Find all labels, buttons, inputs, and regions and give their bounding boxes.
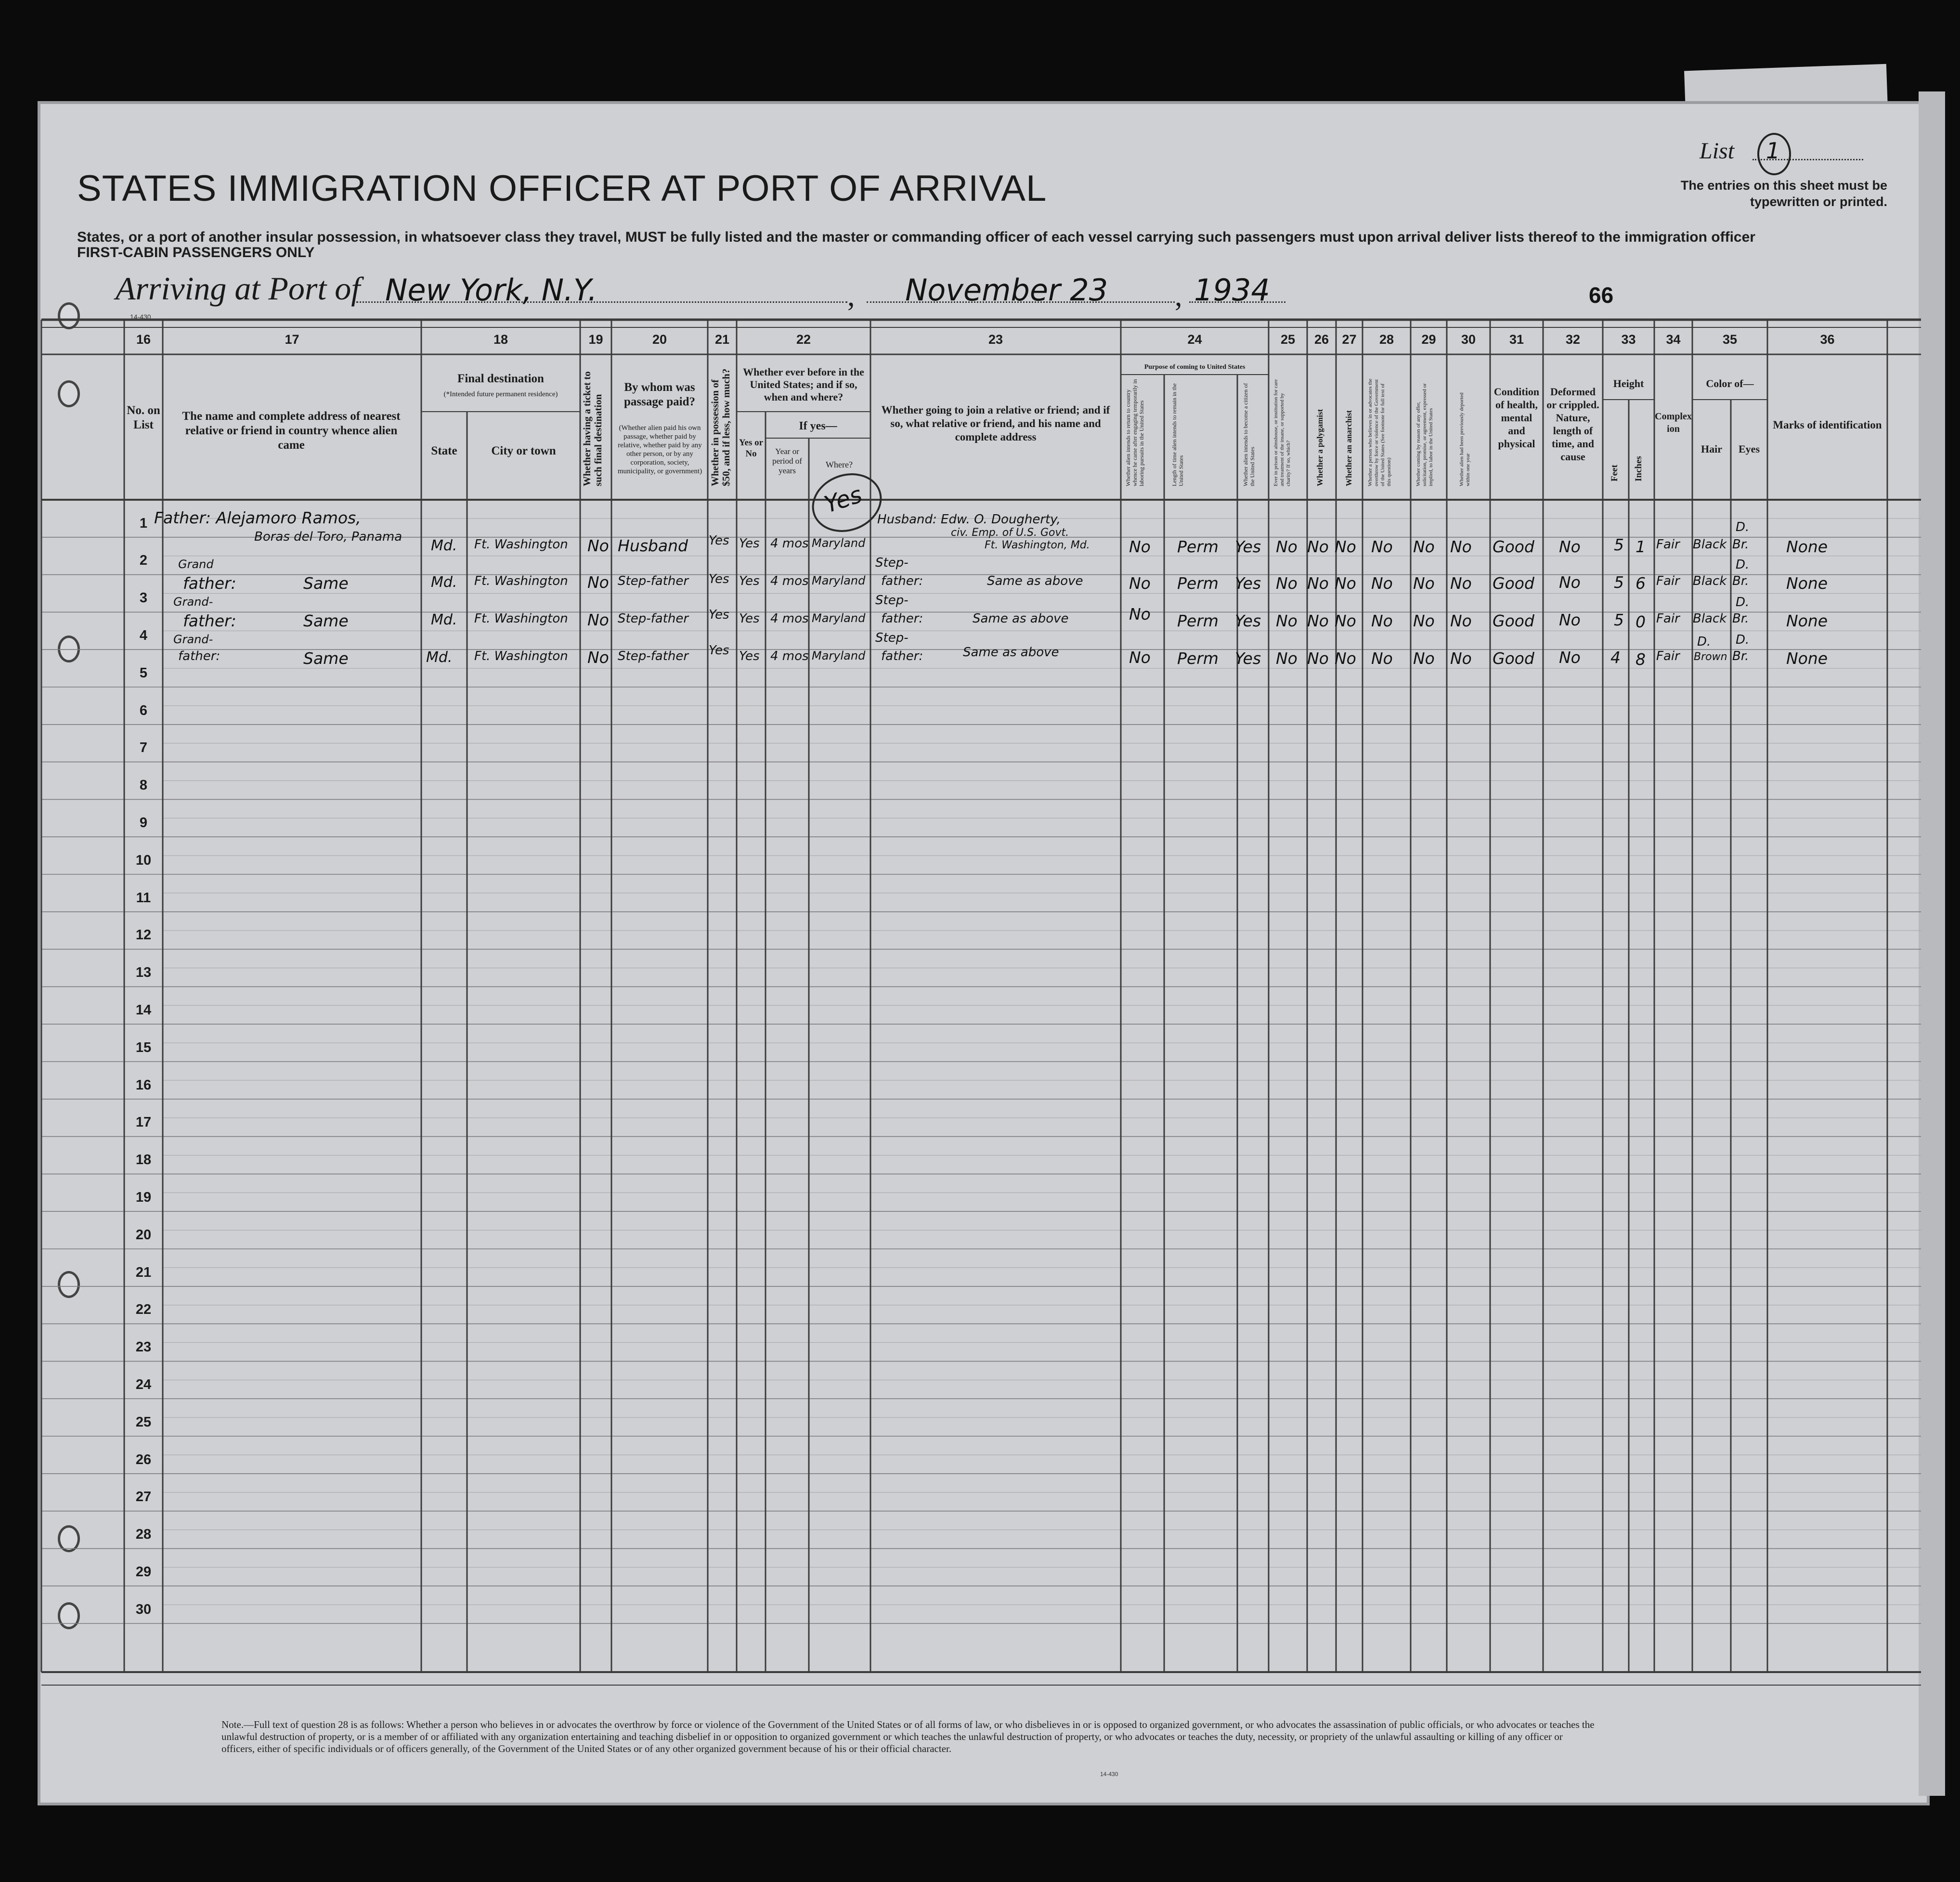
col-num-29: 29	[1421, 332, 1436, 347]
height-feet: 5	[1614, 610, 1624, 629]
answer-c27: No	[1335, 537, 1356, 556]
header-deformed: Deformed or crippled. Nature, length of time, and cause	[1546, 386, 1599, 463]
row-number: 29	[135, 1564, 152, 1580]
row-number: 12	[135, 927, 152, 943]
joining-address: Same as above	[963, 645, 1059, 660]
dest-state: Md.	[431, 611, 457, 628]
ticket: No	[587, 610, 609, 629]
header-if-yes: If yes—	[799, 420, 837, 432]
header-purpose-a: Whether alien intends to return to country whence he came after engaging temporarily in laboring pursuits in the United States	[1125, 379, 1145, 486]
instruction-line: States, or a port of another insular possession, in whatsoever class they travel, MUST be fully listed and the master or commanding officer of each vessel carrying such passengers must upon arrival deliver lists thereof to the immigration officer	[77, 229, 1755, 245]
ever-before: Yes	[739, 649, 760, 663]
relative-address: Same	[303, 611, 349, 630]
dest-city: Ft. Washington	[474, 649, 568, 663]
health: Good	[1493, 649, 1534, 668]
row-number: 10	[135, 852, 152, 868]
height-feet: 5	[1614, 573, 1624, 592]
row-number: 5	[139, 665, 148, 681]
form-code: 14-430	[130, 313, 151, 321]
col-num-21: 21	[714, 332, 730, 347]
hair-color: Brown	[1694, 651, 1727, 663]
row-number: 3	[139, 590, 148, 606]
health: Good	[1493, 611, 1534, 630]
header-where: Where?	[826, 460, 853, 469]
ticket: No	[587, 536, 609, 555]
col-num-17: 17	[285, 332, 299, 347]
row-number: 27	[135, 1489, 152, 1505]
purpose-citizen: Yes	[1235, 611, 1261, 630]
row-number: 30	[135, 1601, 152, 1617]
health: Good	[1493, 574, 1534, 593]
row-number: 16	[135, 1077, 152, 1093]
complexion: Fair	[1656, 649, 1680, 663]
purpose-return: No	[1129, 605, 1151, 623]
footnote: Note.—Full text of question 28 is as follows: Whether a person who believes in or advocates the overthrow by force or violence of the Government of the United States or of all forms of law, or who disbelieves in or is opposed to organized government, or who advocates the assassination of public officials, or who advocates or teaches the unlawful destruction of property, or is a member of or affiliated with any organization entertaining and teaching disbelief in or opposition to organized government or which teaches the unlawful destruction of property, or who advocates or teaches the duty, necessity, or propriety of the unlawful assaulting or killing of any officer or officers, either of specific individuals or of officers generally, of the Government of the United States or of any other organized government because of his or their official character.	[221, 1719, 1595, 1754]
height-feet: 5	[1614, 535, 1624, 554]
relative-address: Boras del Toro, Panama	[254, 530, 402, 544]
header-c29: Whether coming by reason of any offer, solicitation, promise, or agreement, expressed or implied, to labor in the United States	[1415, 383, 1434, 486]
hair-color-line1: D.	[1697, 635, 1711, 649]
list-number: 1	[1766, 138, 1780, 164]
deformed: No	[1559, 573, 1581, 592]
header-passage-note: (Whether alien paid his own passage, whether paid by relative, whether paid by any other person, or by any corporation, society, municipality, or government)	[617, 424, 702, 475]
joining-relative: Step-	[875, 631, 909, 645]
row-number: 6	[139, 702, 148, 718]
joining-address: Same as above	[987, 574, 1083, 588]
row-number: 20	[135, 1227, 152, 1243]
period: 4 mos	[770, 649, 809, 663]
header-inches: Inches	[1634, 456, 1644, 481]
answer-c30: No	[1450, 574, 1472, 593]
header-eyes: Eyes	[1739, 443, 1760, 455]
header-state: State	[431, 444, 457, 457]
answer-c29: No	[1413, 649, 1435, 668]
where-before: Maryland	[812, 611, 866, 625]
possession-50: Yes	[709, 533, 729, 548]
header-year-period: Year or period of years	[772, 447, 802, 475]
row-number: 28	[135, 1527, 152, 1543]
joining-relative-line2: father:	[881, 649, 923, 663]
answer-c25: No	[1276, 649, 1298, 668]
passage-paid-by: Husband	[618, 536, 688, 555]
answer-c27: No	[1335, 649, 1356, 668]
col-num-30: 30	[1461, 332, 1476, 347]
eye-color-line1: D.	[1736, 520, 1750, 534]
answer-c25: No	[1276, 537, 1298, 556]
header-no-on-list: No. on List	[127, 404, 160, 431]
form-title: STATES IMMIGRATION OFFICER AT PORT OF ARRIVAL	[77, 168, 1047, 209]
answer-c29: No	[1413, 537, 1435, 556]
col-num-33: 33	[1621, 332, 1636, 347]
answer-c26: No	[1307, 649, 1329, 668]
answer-c28: No	[1371, 649, 1393, 668]
col-num-24: 24	[1187, 332, 1202, 347]
eye-color: Br.	[1732, 574, 1749, 588]
relative-address: Same	[303, 649, 349, 668]
eye-color: Br.	[1732, 537, 1749, 552]
hair-color: Black	[1693, 611, 1727, 626]
header-ever-before: Whether ever before in the United States; and if so, when and where?	[743, 366, 864, 403]
row-number: 22	[135, 1302, 152, 1318]
eye-color-line1: D.	[1736, 595, 1750, 610]
passage-paid-by: Step-father	[618, 574, 689, 588]
purpose-return: No	[1129, 648, 1151, 667]
relative-name: Grand-	[173, 595, 213, 609]
relative-address: Same	[303, 574, 349, 593]
purpose-length: Perm	[1177, 649, 1219, 668]
header-nearest-relative: The name and complete address of nearest relative or friend in country whence alien came	[182, 410, 401, 452]
col-num-16: 16	[136, 332, 151, 347]
complexion: Fair	[1656, 574, 1680, 588]
header-ticket: Whether having a ticket to such final destination	[581, 371, 604, 486]
row-number: 23	[135, 1339, 152, 1355]
header-c28: Whether a person who believes in or advocates the overthrow by force or violence of the Government of the United States (See footnote for full text of this question)	[1367, 378, 1392, 486]
relative-name-line2: father:	[183, 611, 236, 630]
dest-state: Md.	[431, 574, 457, 591]
header-purpose: Purpose of coming to United States	[1144, 363, 1246, 371]
health: Good	[1493, 537, 1534, 556]
row-number: 2	[139, 553, 148, 569]
joining-address: Same as above	[973, 611, 1069, 626]
header-hair: Hair	[1701, 443, 1722, 455]
sheet-number: 66	[1589, 283, 1614, 308]
col-num-34: 34	[1666, 332, 1681, 347]
hair-color: Black	[1693, 574, 1727, 588]
ever-before: Yes	[739, 611, 760, 626]
answer-c26: No	[1307, 537, 1329, 556]
header-c30: Whether alien had been previously deported within one year	[1459, 392, 1471, 486]
row-number: 17	[135, 1115, 152, 1130]
header-final-destination: Final destination	[457, 372, 544, 385]
answer-c27: No	[1335, 611, 1356, 630]
row-number: 11	[136, 890, 151, 906]
answer-c25: No	[1276, 574, 1298, 593]
where-before: Maryland	[812, 649, 866, 662]
hair-color: Black	[1693, 537, 1727, 552]
header-height: Height	[1613, 377, 1644, 389]
ever-before: Yes	[739, 536, 760, 551]
comma: ,	[847, 280, 855, 312]
col-num-23: 23	[988, 332, 1003, 347]
header-yes-or-no: Yes or No	[739, 438, 764, 459]
col-num-19: 19	[588, 332, 603, 347]
relative-name-line2: father:	[178, 649, 221, 663]
header-c25: Ever in prison or almshouse, or institution for care and treatment of the insane, or supported by charity? If so, which?	[1273, 379, 1291, 486]
eye-color-line1: D.	[1736, 558, 1750, 572]
deformed: No	[1559, 537, 1581, 556]
purpose-citizen: Yes	[1235, 649, 1261, 668]
header-final-destination-note: (*Intended future permanent residence)	[443, 390, 558, 398]
height-inches: 0	[1635, 612, 1646, 631]
height-inches: 6	[1635, 574, 1646, 593]
header-possession: Whether in possession of $50, and if less, how much?	[709, 368, 732, 486]
header-health: Condition of health, mental and physical	[1493, 386, 1540, 450]
relative-name: Grand	[178, 558, 214, 571]
row-number: 13	[135, 965, 152, 981]
arriving-label: Arriving at Port of	[116, 270, 361, 307]
joining-address: Ft. Washington, Md.	[985, 539, 1090, 551]
where-before: Maryland	[812, 574, 866, 587]
joining-relative: Step-	[875, 556, 909, 570]
joining-relative: Step-	[875, 593, 909, 608]
period: 4 mos	[770, 574, 809, 588]
deformed: No	[1559, 610, 1581, 629]
period: 4 mos	[770, 611, 809, 626]
answer-c30: No	[1450, 649, 1472, 668]
col-num-18: 18	[493, 332, 508, 347]
marks: None	[1786, 537, 1828, 556]
col-num-35: 35	[1722, 332, 1738, 347]
purpose-return: No	[1129, 537, 1151, 556]
marks: None	[1786, 649, 1828, 668]
row-number: 21	[135, 1264, 152, 1280]
col-num-28: 28	[1379, 332, 1394, 347]
passage-paid-by: Step-father	[618, 611, 689, 626]
complexion: Fair	[1656, 611, 1680, 626]
arrival-port: New York, N.Y.	[385, 273, 597, 308]
purpose-return: No	[1129, 574, 1151, 593]
header-purpose-b: Length of time alien intends to remain in the United States	[1171, 383, 1184, 486]
answer-c25: No	[1276, 611, 1298, 630]
ticket: No	[587, 648, 609, 667]
eye-color: Br.	[1732, 649, 1749, 663]
row-number: 9	[139, 815, 148, 831]
header-color-of: Color of—	[1706, 377, 1754, 389]
height-inches: 1	[1635, 537, 1646, 556]
answer-c30: No	[1450, 537, 1472, 556]
eye-color-line1: D.	[1736, 633, 1750, 647]
footnote-form-code: 14-430	[1100, 1771, 1118, 1778]
entries-note: The entries on this sheet must be typewritten or printed.	[1680, 178, 1887, 209]
possession-50: Yes	[709, 572, 729, 586]
period: 4 mos	[770, 536, 809, 551]
header-city: City or town	[491, 444, 556, 457]
purpose-length: Perm	[1177, 611, 1219, 630]
where-before: Maryland	[812, 536, 866, 550]
answer-c26: No	[1307, 574, 1329, 593]
joining-relative-line2: father:	[881, 611, 923, 626]
joining-relative-line2: father:	[881, 574, 923, 588]
header-joining: Whether going to join a relative or friend; and if so, what relative or friend, and his name and complete address	[881, 404, 1110, 443]
header-passage-paid: By whom was passage paid?	[624, 381, 695, 408]
purpose-citizen: Yes	[1235, 537, 1261, 556]
complexion: Fair	[1656, 537, 1680, 552]
row-number: 4	[139, 628, 148, 644]
comma: ,	[1175, 280, 1182, 312]
row-number: 15	[135, 1039, 152, 1055]
relative-name: Grand-	[173, 633, 213, 646]
header-polygamist: Whether a polygamist	[1315, 409, 1324, 486]
answer-c27: No	[1335, 574, 1356, 593]
col-num-36: 36	[1820, 332, 1835, 347]
col-num-22: 22	[796, 332, 811, 347]
row-number: 7	[139, 740, 148, 756]
deformed: No	[1559, 648, 1581, 667]
height-feet: 4	[1610, 648, 1621, 667]
dest-state: Md.	[426, 649, 453, 666]
possession-50: Yes	[709, 643, 729, 658]
relative-name-line2: father:	[183, 574, 236, 593]
height-inches: 8	[1635, 650, 1646, 669]
arrival-year: 1934	[1194, 273, 1270, 308]
answer-c28: No	[1371, 611, 1393, 630]
answer-c29: No	[1413, 574, 1435, 593]
ever-before: Yes	[739, 574, 760, 588]
row-number: 25	[135, 1414, 152, 1430]
eye-color: Br.	[1732, 611, 1749, 626]
header-anarchist: Whether an anarchist	[1344, 410, 1353, 486]
answer-c28: No	[1371, 537, 1393, 556]
dest-state: Md.	[431, 537, 457, 554]
joining-occupation: civ. Emp. of U.S. Govt.	[951, 527, 1069, 539]
row-number: 19	[135, 1190, 152, 1206]
purpose-length: Perm	[1177, 537, 1219, 556]
col-num-32: 32	[1565, 332, 1581, 347]
answer-c28: No	[1371, 574, 1393, 593]
purpose-citizen: Yes	[1235, 574, 1261, 593]
answer-c30: No	[1450, 611, 1472, 630]
dest-city: Ft. Washington	[474, 574, 568, 588]
row-number: 14	[135, 1002, 152, 1018]
purpose-length: Perm	[1177, 574, 1219, 593]
answer-c29: No	[1413, 611, 1435, 630]
col-num-31: 31	[1509, 332, 1524, 347]
col-num-27: 27	[1342, 332, 1357, 347]
marks: None	[1786, 611, 1828, 630]
row-number: 26	[135, 1452, 152, 1467]
arrival-date: November 23	[905, 273, 1108, 308]
class-line: FIRST-CABIN PASSENGERS ONLY	[77, 245, 315, 260]
answer-c26: No	[1307, 611, 1329, 630]
header-complexion: Complexion	[1655, 411, 1692, 434]
col-num-20: 20	[652, 332, 667, 347]
header-feet: Feet	[1610, 465, 1620, 481]
dest-city: Ft. Washington	[474, 537, 568, 552]
relative-name: Father: Alejamoro Ramos,	[154, 508, 361, 527]
col-num-26: 26	[1314, 332, 1329, 347]
row-number: 18	[135, 1152, 152, 1168]
possession-50: Yes	[709, 608, 729, 622]
dest-city: Ft. Washington	[474, 611, 568, 626]
ticket: No	[587, 573, 609, 592]
inspector-stamp-mark: Yes	[821, 481, 866, 519]
row-number: 24	[135, 1377, 152, 1393]
marks: None	[1786, 574, 1828, 593]
passage-paid-by: Step-father	[618, 649, 689, 663]
header-purpose-c: Whether alien intends to become a citizen of the United States	[1242, 383, 1256, 486]
header-marks: Marks of identification	[1773, 419, 1882, 431]
row-number: 8	[139, 778, 148, 793]
joining-relative: Husband: Edw. O. Dougherty,	[877, 512, 1061, 527]
row-number: 1	[139, 515, 148, 531]
col-num-25: 25	[1280, 332, 1296, 347]
list-label: List	[1700, 138, 1735, 164]
